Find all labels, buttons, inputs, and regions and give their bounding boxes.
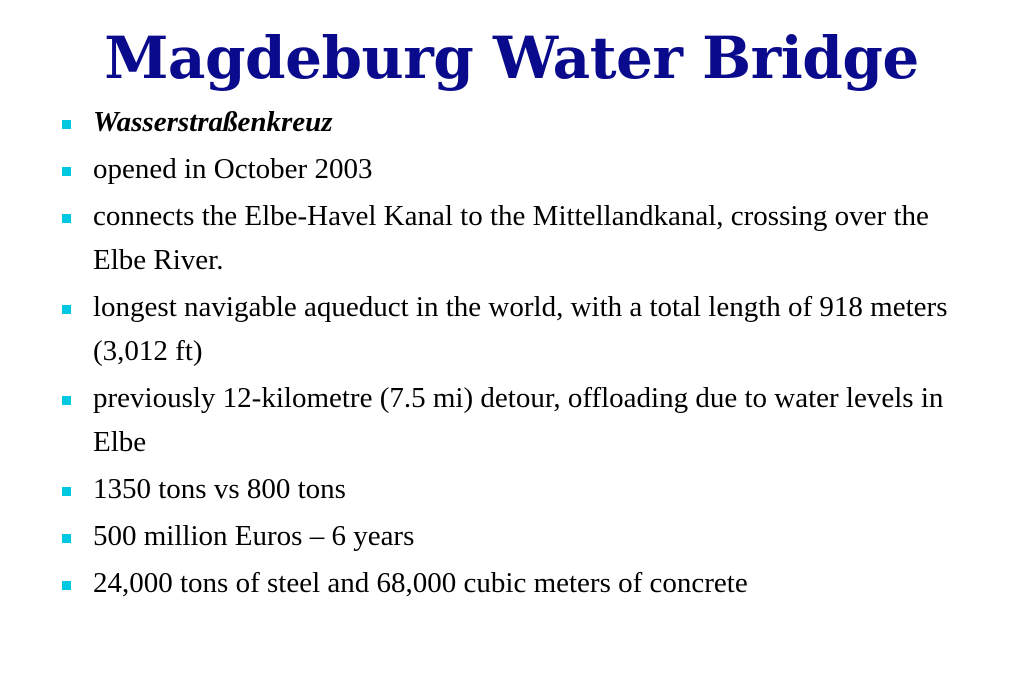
bullet-text: 24,000 tons of steel and 68,000 cubic meters of concrete — [93, 567, 748, 599]
bullet-text: longest navigable aqueduct in the world, with a total length of 918 meters (3,012 ft) — [93, 291, 948, 367]
square-bullet-icon — [62, 534, 71, 543]
bullet-item — [55, 194, 975, 282]
square-bullet-icon — [62, 167, 71, 176]
square-bullet-icon — [62, 396, 71, 405]
slide-title: Magdeburg Water Bridge — [104, 24, 919, 92]
bullet-item — [55, 376, 975, 464]
bullet-item — [55, 561, 975, 605]
bullet-item — [55, 100, 975, 144]
bullet-item — [55, 467, 975, 511]
bullet-item — [55, 285, 975, 373]
square-bullet-icon — [62, 581, 71, 590]
bullet-text: Wasserstraßenkreuz — [93, 106, 333, 138]
bullet-text: connects the Elbe-Havel Kanal to the Mittellandkanal, crossing over the Elbe River. — [93, 200, 929, 276]
bullet-text: previously 12-kilometre (7.5 mi) detour, offloading due to water levels in Elbe — [93, 382, 944, 458]
square-bullet-icon — [62, 487, 71, 496]
bullet-text: opened in October 2003 — [93, 153, 373, 185]
bullet-text: 1350 tons vs 800 tons — [93, 473, 346, 505]
square-bullet-icon — [62, 120, 71, 129]
square-bullet-icon — [62, 214, 71, 223]
bullet-text: 500 million Euros – 6 years — [93, 520, 415, 552]
bullet-item — [55, 514, 975, 558]
bullet-item — [55, 147, 975, 191]
square-bullet-icon — [62, 305, 71, 314]
bullet-list — [55, 100, 975, 608]
